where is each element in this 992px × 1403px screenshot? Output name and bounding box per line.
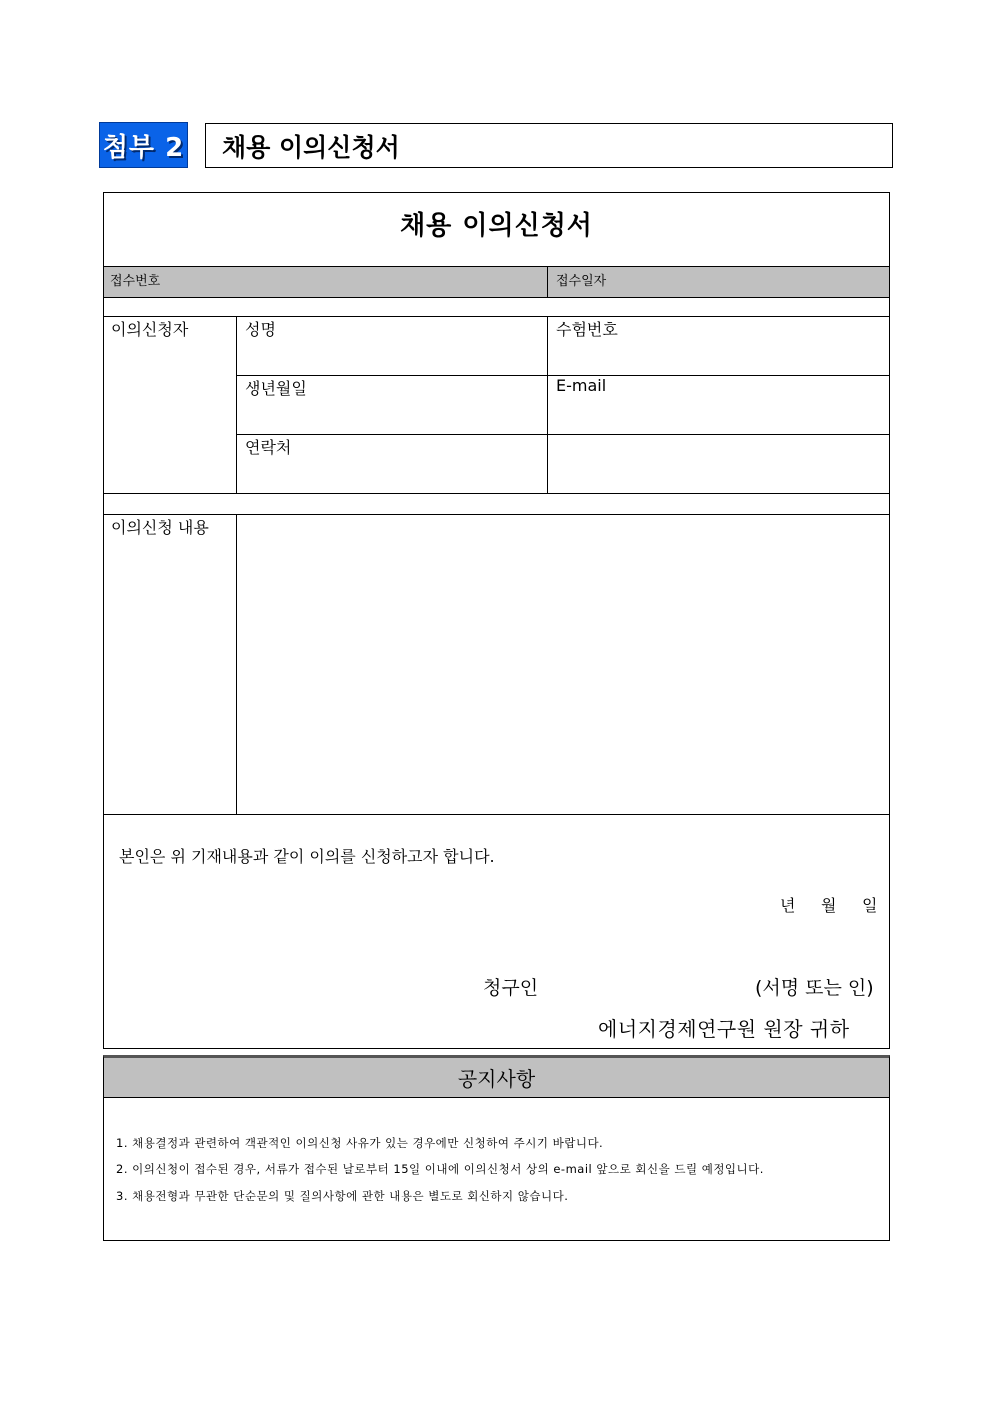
notice-item: 1. 채용결정과 관련하여 객관적인 이의신청 사유가 있는 경우에만 신청하여 주시기 바랍니다. [116,1136,604,1150]
date-month-label: 월 [821,896,837,915]
addressee-text: 에너지경제연구원 원장 귀하 [598,1017,850,1041]
form-title: 채용 이의신청서 [400,211,593,241]
notice-heading: 공지사항 [103,1055,890,1098]
document-title: 채용 이의신청서 [205,123,893,168]
claimant-label: 청구인 [483,977,539,999]
signature-label: (서명 또는 인) [755,977,874,999]
appeal-form [103,192,890,1049]
notice-item: 3. 채용전형과 무관한 단순문의 및 질의사항에 관한 내용은 별도로 회신하지 않습니다. [116,1189,569,1203]
date-day-label: 일 [862,896,878,915]
receipt-date-label: 접수일자 [556,274,607,289]
notice-item: 2. 이의신청이 접수된 경우, 서류가 접수된 날로부터 15일 이내에 이의신청서 상의 e-mail 앞으로 회신을 드릴 예정입니다. [116,1162,764,1176]
appeal-content-label: 이의신청 내용 [111,518,209,537]
date-year-label: 년 [780,896,796,915]
notice-body [103,1097,890,1241]
receipt-number-label: 접수번호 [110,274,161,289]
receipt-band [104,267,889,297]
applicant-label: 이의신청자 [111,320,189,339]
contact-label: 연락처 [245,438,292,457]
name-label: 성명 [245,320,276,339]
email-label: E-mail [556,376,607,395]
birth-date-label: 생년월일 [245,379,307,398]
attachment-badge: 첨부 2 [99,122,188,168]
declaration-text: 본인은 위 기재내용과 같이 이의를 신청하고자 합니다. [119,847,495,866]
exam-number-label: 수험번호 [556,320,618,339]
